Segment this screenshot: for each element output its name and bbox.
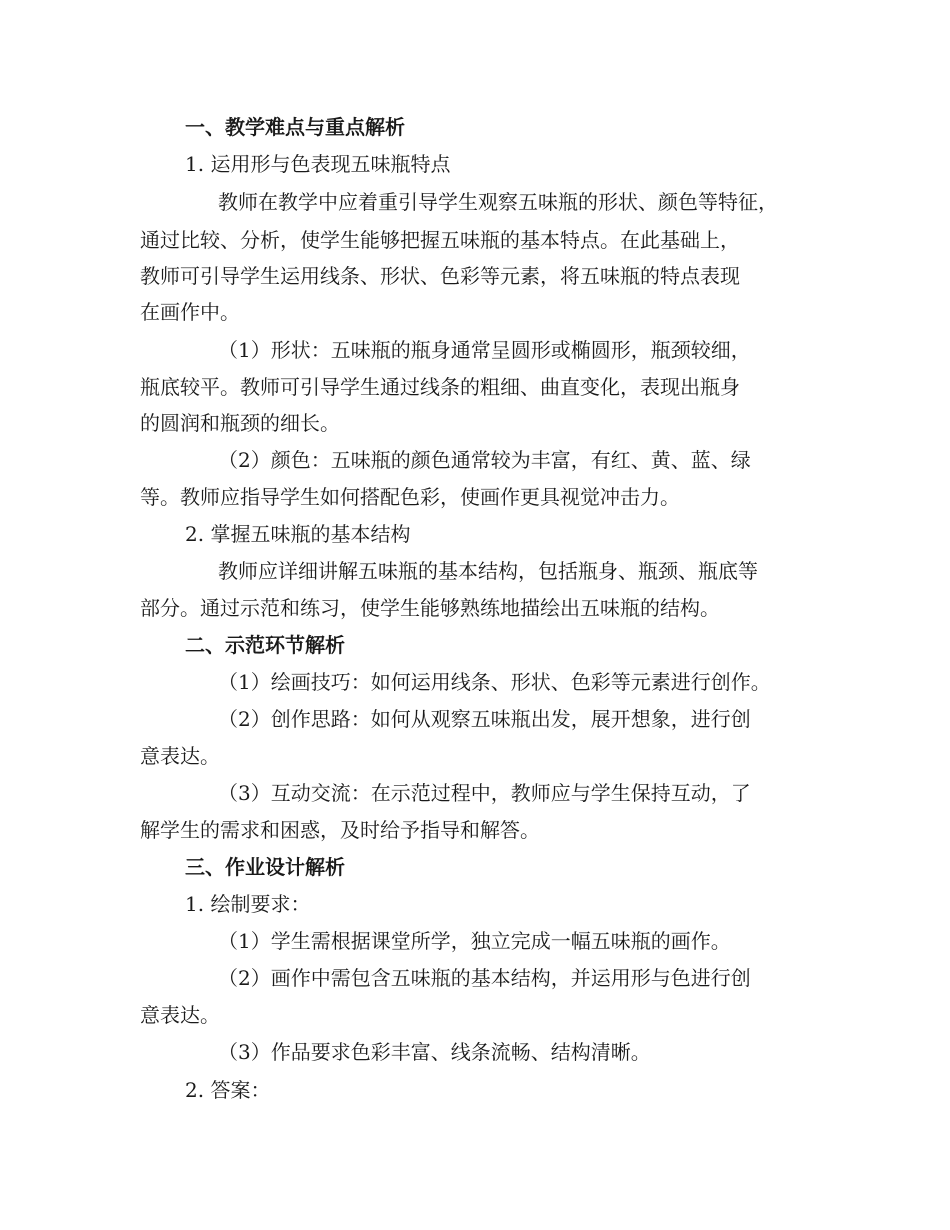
sub-item-line: （3）互动交流：在示范过程中，教师应与学生保持互动，了 (218, 781, 751, 805)
sub-item-line: 意表达。 (140, 744, 220, 768)
paragraph-line: 教师可引导学生运用线条、形状、色彩等元素，将五味瓶的特点表现 (140, 264, 740, 288)
paragraph-line: 部分。通过示范和练习，使学生能够熟练地描绘出五味瓶的结构。 (140, 596, 720, 620)
sub-item-line: 解学生的需求和困惑，及时给予指导和解答。 (140, 818, 540, 842)
sub-item-line: （1）形状：五味瓶的瓶身通常呈圆形或椭圆形，瓶颈较细， (218, 338, 751, 362)
item-title-3-2: 2. 答案： (185, 1078, 271, 1102)
item-title-1-2: 2. 掌握五味瓶的基本结构 (185, 522, 411, 546)
paragraph-line: 在画作中。 (140, 300, 240, 324)
sub-item-line: （2）颜色：五味瓶的颜色通常较为丰富，有红、黄、蓝、绿 (218, 448, 751, 472)
sub-item-line: （2）创作思路：如何从观察五味瓶出发，展开想象，进行创 (218, 707, 751, 731)
sub-item-line: （1）绘画技巧：如何运用线条、形状、色彩等元素进行创作。 (218, 670, 771, 694)
sub-item-line: （3）作品要求色彩丰富、线条流畅、结构清晰。 (218, 1040, 651, 1064)
section-heading-2: 二、示范环节解析 (185, 633, 345, 657)
sub-item-line: 等。教师应指导学生如何搭配色彩，使画作更具视觉冲击力。 (140, 485, 680, 509)
paragraph-line: 教师应详细讲解五味瓶的基本结构，包括瓶身、瓶颈、瓶底等 (218, 559, 758, 583)
paragraph-line: 教师在教学中应着重引导学生观察五味瓶的形状、颜色等特征， (218, 190, 778, 214)
item-title-3-1: 1. 绘制要求： (185, 892, 311, 916)
sub-item-line: 的圆润和瓶颈的细长。 (140, 411, 340, 435)
sub-item-line: （2）画作中需包含五味瓶的基本结构，并运用形与色进行创 (218, 966, 751, 990)
section-heading-1: 一、教学难点与重点解析 (185, 115, 405, 139)
item-title-1-1: 1. 运用形与色表现五味瓶特点 (185, 152, 451, 176)
section-heading-3: 三、作业设计解析 (185, 855, 345, 879)
sub-item-line: （1）学生需根据课堂所学，独立完成一幅五味瓶的画作。 (218, 929, 731, 953)
paragraph-line: 通过比较、分析，使学生能够把握五味瓶的基本特点。在此基础上， (140, 228, 740, 252)
sub-item-line: 瓶底较平。教师可引导学生通过线条的粗细、曲直变化，表现出瓶身 (140, 375, 740, 399)
sub-item-line: 意表达。 (140, 1003, 220, 1027)
